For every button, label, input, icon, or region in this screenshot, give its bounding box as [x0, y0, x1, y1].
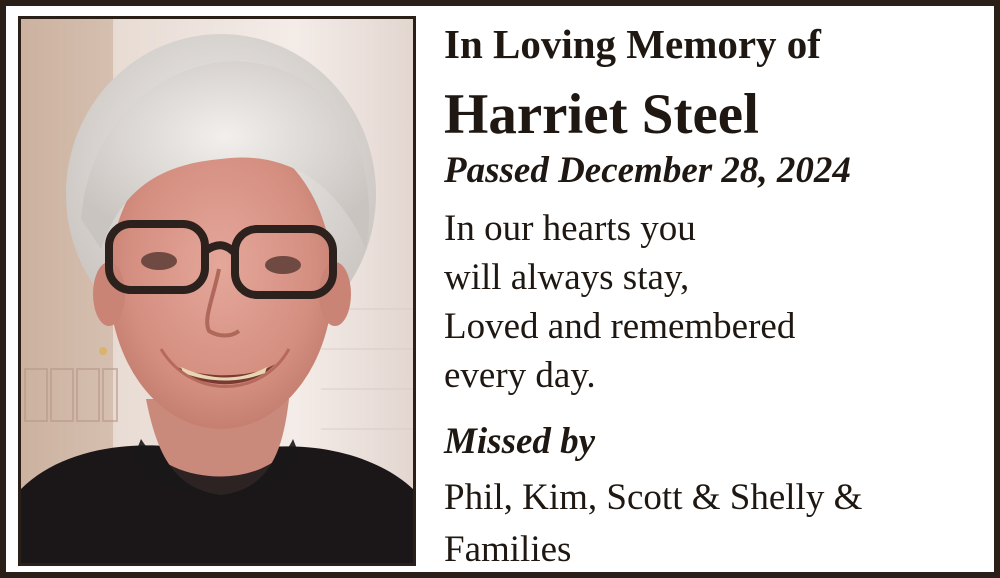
verse-line: every day. [444, 355, 596, 396]
memorial-heading: In Loving Memory of [444, 21, 821, 67]
memorial-verse [444, 204, 795, 400]
verse-line: Loved and remembered [444, 306, 796, 347]
verse-line: will always stay, [444, 257, 690, 298]
portrait-photo-icon [21, 19, 413, 563]
missed-by-label: Missed by [444, 421, 596, 462]
deceased-name: Harriet Steel [444, 83, 759, 146]
verse-line: In our hearts you [444, 208, 696, 249]
passed-date: Passed December 28, 2024 [444, 150, 851, 191]
portrait-photo [18, 16, 416, 566]
family-line: Phil, Kim, Scott & Shelly & [444, 477, 863, 518]
family-line: Families [444, 529, 572, 570]
family-names [444, 472, 984, 576]
